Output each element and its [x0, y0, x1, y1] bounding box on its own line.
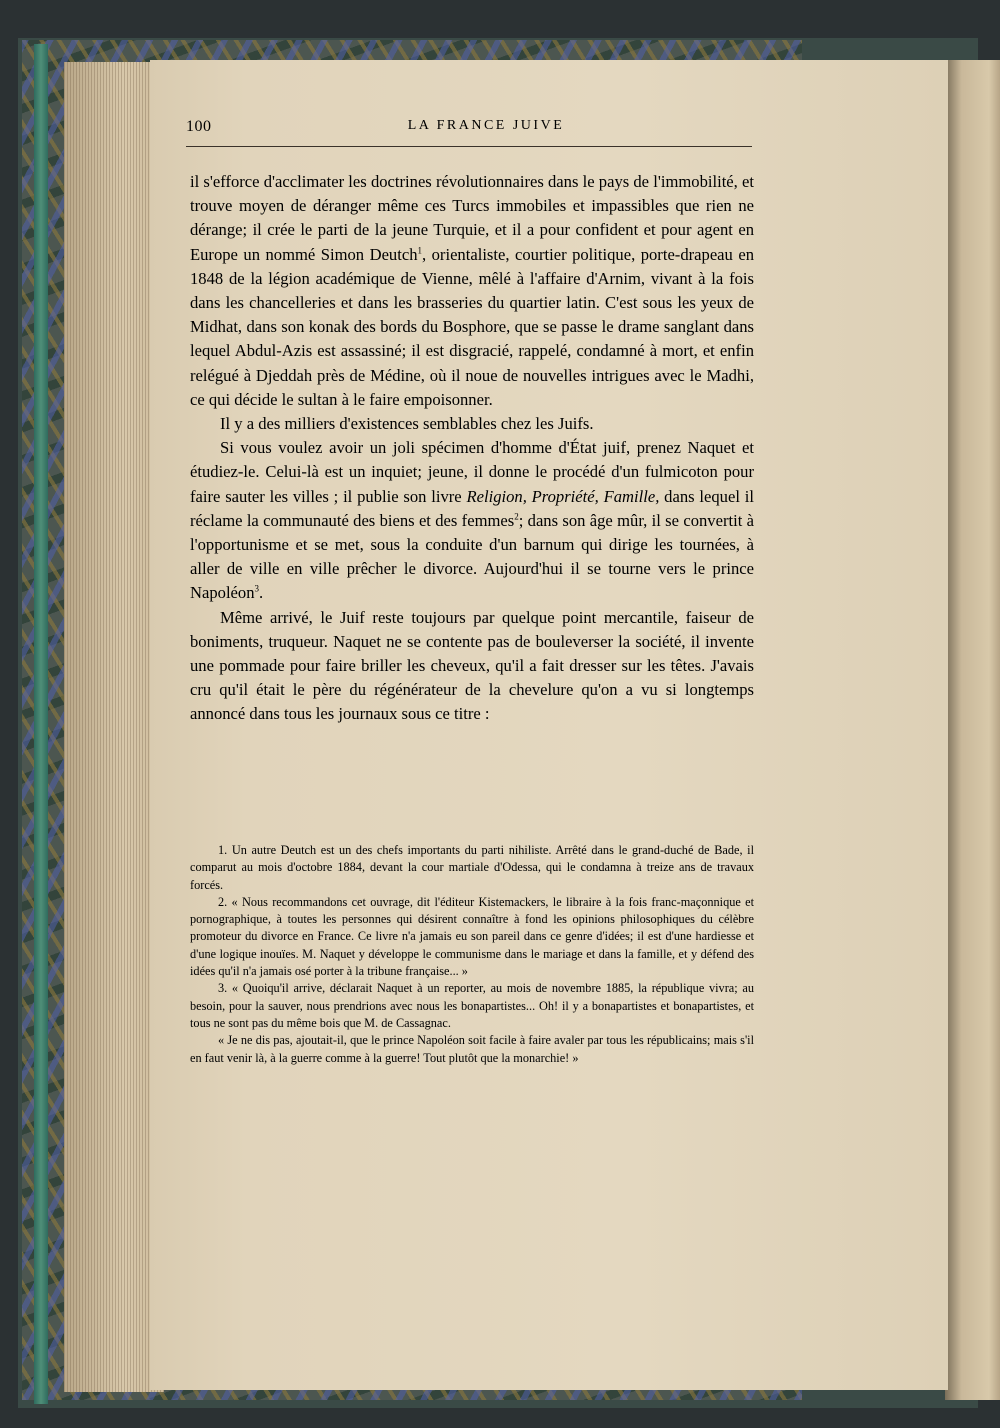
- footnote-ref-3: 3: [254, 583, 260, 594]
- paragraph-3-part-c: ; dans son âge mûr, il se convertit à l'opportunisme et se met, sous la conduite d'un barnum qui dirige les tournées, à aller de ville en ville prêcher le divorce. Aujourd'hui il se tourne vers le prince Napoléon: [190, 510, 754, 603]
- main-text: [190, 170, 754, 727]
- paragraph-1: [190, 170, 754, 412]
- paragraph-4: Même arrivé, le Juif reste toujours par quelque point mercantile, faiseur de boniments, truqueur. Naquet ne se contente pas de bouleverser la société, il invente une pommade pour faire briller les cheveux, qu'il a fait dresser sur les têtes. J'avais cru qu'il était le père du régénérateur de la chevelure qu'on a vu si longtemps annoncé dans tous les journaux sous ce titre :: [190, 607, 754, 724]
- paragraph-1-part-a: il s'efforce d'acclimater les doctrines révolutionnaires dans le pays de l'immobilité, et trouve moyen de déranger même ces Turcs immobiles et impassibles que rien ne dérange; il crée le parti de la jeune Turquie, et il a pour confident et pour agent en Europe un nommé Simon Deutch: [190, 172, 754, 264]
- paragraph-3: [190, 436, 754, 605]
- footnote-3: 3. « Quoiqu'il arrive, déclarait Naquet à un reporter, au mois de novembre 1885, la république vivra; au besoin, pour la sauver, nous prendrions avec nous les bonapartistes... Oh! il y a bonapartistes et bonapartistes, et tous ne sont pas du même bois que M. de Cassagnac.: [190, 981, 754, 1030]
- footnote-2: 2. « Nous recommandons cet ouvrage, dit l'éditeur Kistemackers, le libraire à la fois franc-maçonnique et pornographique, à toutes les personnes qui désirent connaître à fond les opinions philosophiques du célèbre promoteur du divorce en France. Ce livre n'a jamais eu son pareil dans ce genre d'idées; il est d'une hardiesse et d'une logique inouïes. M. Naquet y développe le communisme dans le mariage et dans la famille, et y défend des idées qu'il n'a jamais osé porter à la tribune française... »: [190, 894, 754, 979]
- header-rule: [186, 146, 752, 147]
- paragraph-2: Il y a des milliers d'existences semblables chez les Juifs.: [220, 414, 594, 434]
- footnote-ref-2: 2: [514, 511, 519, 522]
- book-title: Religion, Propriété, Famille,: [466, 486, 660, 506]
- paragraph-1-part-b: , orientaliste, courtier politique, porte-drapeau en 1848 de la légion académique de Vienne, mêlé à l'affaire d'Arnim, vivant à la fois dans les chancelleries et dans les brasseries du quartier latin. C'est sous les yeux de Midhat, dans son konak des bords du Bosphore, que se passe le drame sanglant dans lequel Abdul-Azis est assassiné; il est disgracié, rappelé, condamné à mort, et enfin relégué à Djeddah près de Médine, où il noue de nouvelles intrigues avec le Madhi, ce qui décide le sultan à le faire empoisonner.: [190, 244, 754, 409]
- facing-page-edge: [945, 60, 1000, 1400]
- paragraph-3-part-b: dans lequel il réclame la communauté des biens et des femmes: [190, 486, 754, 530]
- page-number: 100: [186, 118, 212, 135]
- spine-binding-edge: [34, 44, 48, 1404]
- running-title: LA FRANCE JUIVE: [407, 118, 565, 133]
- paragraph-3-part-d: .: [259, 583, 264, 603]
- footnote-1: 1. Un autre Deutch est un des chefs importants du parti nihiliste. Arrêté dans le grand-duché de Bade, il comparut au mois d'octobre 1884, devant la cour martiale d'Odessa, qui le condamna à treize ans de travaux forcés.: [190, 843, 754, 892]
- footnote-3-continued: « Je ne dis pas, ajoutait-il, que le prince Napoléon soit facile à faire avaler par tous les républicains; mais s'il en faut venir là, à la guerre comme à la guerre! Tout plutôt que la monarchie! »: [190, 1033, 754, 1065]
- paragraph-3-part-a: Si vous voulez avoir un joli spécimen d'homme d'État juif, prenez Naquet et étudiez-le. Celui-là est un inquiet; jeune, il donne le procédé d'un fulmicoton pour faire sauter les villes ; il publie son livre: [190, 438, 754, 506]
- footnote-ref-1: 1: [417, 245, 422, 256]
- running-header: [186, 118, 756, 148]
- footnotes: [190, 842, 754, 1067]
- page-stack-edges: [64, 62, 164, 1392]
